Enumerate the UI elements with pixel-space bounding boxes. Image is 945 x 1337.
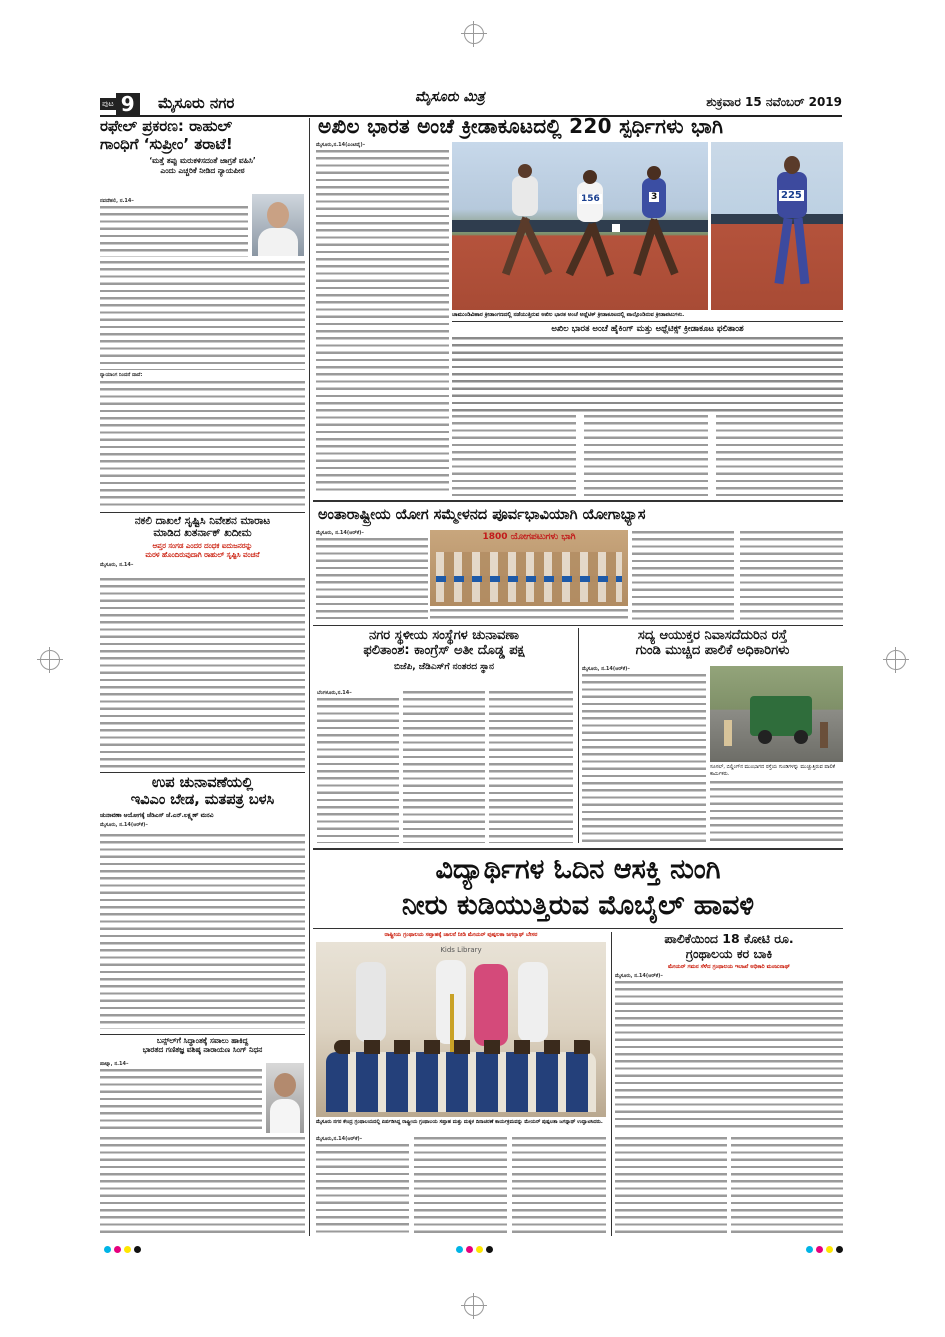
story-library-tax bbox=[615, 932, 843, 1236]
subhead-line2: ಮರಳ ಹೊಂದಿರುವುದಾಗಿ ರಾಹುಲ್ ಸೃಷ್ಟಿಸಿ ವಂಚನೆ bbox=[145, 550, 260, 559]
road-photo-caption: ಸೂಸಲ್, ಬಿಲ್ಡಿಂಗ್‌ನ ಮುಂಭಾಗದ ರಸ್ತೆಯ ಗುಂಡಿಗಳನ್ನು ಮುಚ್ಚುತ್ತಿರುವ ಪಾಲಿಕೆ ಕಾರ್ಮಿಕರು. bbox=[710, 764, 835, 777]
mobile-photo-header: ರಾಷ್ಟ್ರೀಯ ಗ್ರಂಥಾಲಯ ಸಪ್ತಾಹಕ್ಕೆ ಚಾಲನೆ ನೀಡಿ ಮೇಯರ್ ಪುಷ್ಪಲತಾ ಜಗನ್ನಾಥ್ ಬೇಸರ bbox=[384, 932, 538, 938]
divider bbox=[313, 848, 843, 850]
sports-body-cont bbox=[452, 414, 843, 496]
registration-mark-top bbox=[464, 24, 484, 44]
registration-mark-bottom bbox=[464, 1296, 484, 1316]
sports-body bbox=[316, 142, 449, 494]
headline-line1: ಬನ್ಸ್‌ಲ್‌ಗೆ ಸಿದ್ಧಾಂತಕ್ಕೆ ಸವಾಲು ಹಾಕಿದ್ದ bbox=[156, 1037, 249, 1045]
newspaper-name: ಮೈಸೂರು ಮಿತ್ರ bbox=[415, 89, 485, 105]
story-fake-documents bbox=[100, 515, 305, 770]
headline-line1: ರಫೇಲ್ ಪ್ರಕರಣ: ರಾಹುಲ್ bbox=[100, 118, 233, 135]
headline-line2: ಮಾಡಿದ ಖತರ್ನಾಕ್ ಖದೀಮ bbox=[153, 527, 252, 540]
color-bar-right bbox=[806, 1246, 843, 1253]
headline-line1: ನಗರ ಸ್ಥಳೀಯ ಸಂಸ್ಥೆಗಳ ಚುನಾವಣಾ bbox=[369, 628, 519, 643]
library-event-photo bbox=[316, 942, 606, 1117]
headline-line2: ಫಲಿತಾಂಶ: ಕಾಂಗ್ರೆಸ್ ಅತೀ ದೊಡ್ಡ ಪಕ್ಷ bbox=[363, 643, 525, 659]
yoga-headline: ಅಂತಾರಾಷ್ಟ್ರೀಯ ಯೋಗ ಸಮ್ಮೇಳನದ ಪೂರ್ವಭಾವಿಯಾಗಿ ಯೋಗಾಭ್ಯಾಸ bbox=[318, 507, 646, 523]
deck-line1: ‘ಮತ್ತೆ ತಪ್ಪು ಮರುಕಳಿಸದಂತೆ ಜಾಗ್ರತೆ ವಹಿಸಿ’ bbox=[149, 156, 256, 166]
color-bar-left bbox=[104, 1246, 141, 1253]
headline-line2: ಗಾಂಧಿಗೆ ‘ಸುಪ್ರೀಂ’ ತರಾಟೆ! bbox=[100, 134, 233, 153]
yoga-body-right bbox=[632, 530, 843, 622]
library-photo-caption: ಮೈಸೂರು ನಗರ ಕೇಂದ್ರ ಗ್ರಂಥಾಲಯದಲ್ಲಿ ಏರ್ಪಡಿಸಿದ್ದ ರಾಷ್ಟ್ರೀಯ ಗ್ರಂಥಾಲಯ ಸಪ್ತಾಹ ಮತ್ತು ಮಕ್ಕಳ ದಿನಾಚರಣೆ ಕಾರ್ಯಕ್ರಮವನ್ನು ಮೇಯರ್ ಪುಷ್ಪಲತಾ ಜಗನ್ನಾಥ್ ಉದ್ಘಾಟಿಸಿದರು. bbox=[316, 1119, 603, 1125]
yoga-body-left bbox=[316, 530, 428, 620]
yoga-body-under-photo bbox=[430, 608, 628, 622]
bib-number: 3 bbox=[651, 192, 658, 202]
headline-line1: ಸದ್ಯ ಆಯುಕ್ತರ ನಿವಾಸದೆದುರಿನ ರಸ್ತೆ bbox=[637, 628, 788, 643]
headline-line2: ಗ್ರಂಥಾಲಯ ಕರ ಬಾಕಿ bbox=[685, 945, 773, 961]
bib-number: 225 bbox=[781, 190, 802, 201]
dateline: ಪಾಟ್ನಾ, ನ.14– bbox=[100, 1061, 129, 1067]
subhead: ಮೇಯರ್ ಗಮನ ಸೆಳೆದ ಗ್ರಂಥಾಲಯ ಇಲಾಖೆ ಅಧಿಕಾರಿ ಮಂಜುನಾಥ್ bbox=[667, 963, 791, 970]
page-number-box bbox=[100, 93, 140, 115]
column-divider bbox=[578, 628, 579, 843]
headline-line2: ಭಾರತದ ಗಣಿತಜ್ಞ ವಶಿಷ್ಠ ನಾರಾಯಣ ಸಿಂಗ್ ನಿಧನ bbox=[142, 1044, 263, 1054]
divider bbox=[313, 625, 843, 626]
rahul-photo bbox=[252, 194, 304, 256]
results-heading: ಅಖಿಲ ಭಾರತ ಅಂಚೆ ಹೈಕಿಂಗ್ ಮತ್ತು ಅಥ್ಲೆಟಿಕ್ಸ್ ಕ್ರೀಡಾಕೂಟ ಫಲಿತಾಂಶ bbox=[551, 324, 744, 334]
story-obituary bbox=[100, 1037, 305, 1237]
divider bbox=[100, 772, 305, 773]
story-byelection bbox=[100, 775, 305, 1033]
deck: ಬಿಜೆಪಿ, ಜೆಡಿಎಸ್‌ಗೆ ನಂತರದ ಸ್ಥಾನ bbox=[393, 661, 495, 672]
sports-headline: ಅಖಿಲ ಭಾರತ ಅಂಚೆ ಕ್ರೀಡಾಕೂಟದಲ್ಲಿ 220 ಸ್ಪರ್ಧಿಗಳು ಭಾಗಿ bbox=[318, 114, 724, 138]
section-title: ಮೈಸೂರು ನಗರ bbox=[158, 94, 235, 112]
bib-number: 156 bbox=[581, 194, 600, 204]
color-bar-center bbox=[456, 1246, 493, 1253]
subhead-contempt: ನ್ಯಾಯಾಂಗ ನಿಂದನೆ ದಾವೆ: bbox=[100, 372, 143, 378]
mobile-headline bbox=[313, 852, 843, 924]
dateline: ಬೆಂಗಳೂರು,ನ.14– bbox=[317, 690, 352, 696]
headline-line2: ನೀರು ಕುಡಿಯುತ್ತಿರುವ ಮೊಬೈಲ್ ಹಾವಳಿ bbox=[401, 890, 755, 921]
divider bbox=[100, 512, 305, 513]
divider bbox=[100, 1034, 305, 1035]
dateline: ಮೈಸೂರು, ನ.14– bbox=[100, 561, 134, 568]
subhead-line1: ಆಪ್ತರ ಸಂಗಡ ಎಂದರ ದಂಧಕ ಐದುಜನರನ್ನು bbox=[152, 541, 253, 550]
mathematician-photo bbox=[266, 1063, 304, 1133]
subhead: ಚುನಾವಣಾ ಆಯೋಗಕ್ಕೆ ಜೆಡಿಎಸ್ ಜೆ.ಎನ್.ಲಕ್ಷ್ಮಣ್ ಮನವಿ bbox=[100, 812, 214, 820]
divider bbox=[313, 500, 843, 502]
sports-photo-caption: ಚಾಮುಂಡಿವಿಹಾರ ಕ್ರೀಡಾಂಗಣದಲ್ಲಿ ನಡೆಯುತ್ತಿರುವ ಅಖಿಲ ಭಾರತ ಅಂಚೆ ಅಥ್ಲೆಟಿಕ್ ಕ್ರೀಡಾಕೂಟದಲ್ಲಿ ಪಾಲ್ಗೊಂಡಿರುವ ಕ್ರೀಡಾಪಟುಗಳು. bbox=[452, 312, 685, 318]
story-rafale bbox=[100, 118, 305, 510]
dateline: ಮೈಸೂರು, ನ.14(ಆರ್‌ಕೆ)– bbox=[100, 822, 148, 829]
results-table bbox=[452, 336, 843, 412]
road-photo bbox=[710, 666, 843, 762]
divider bbox=[313, 928, 843, 929]
column-divider bbox=[611, 932, 612, 1236]
headline-line1: ವಿದ್ಯಾರ್ಥಿಗಳ ಓದಿನ ಆಸಕ್ತಿ ನುಂಗಿ bbox=[435, 854, 721, 885]
headline-line1: ನಕಲಿ ದಾಖಲೆ ಸೃಷ್ಟಿಸಿ ನಿವೇಶನ ಮಾರಾಟ bbox=[134, 515, 271, 527]
deck-line2: ಎಂದು ಎಚ್ಚರಿಕೆ ನೀಡಿದ ನ್ಯಾಯಪೀಠ bbox=[160, 166, 245, 176]
registration-mark-right bbox=[886, 650, 906, 670]
dateline: ಮೈಸೂರು, ನ.14(ಆರ್‌ಕೆ)– bbox=[582, 666, 630, 672]
page-label: ಪುಟ bbox=[102, 99, 114, 108]
headline-line2: ಗುಂಡಿ ಮುಚ್ಚಿದ ಪಾಲಿಕೆ ಅಧಿಕಾರಿಗಳು bbox=[635, 643, 790, 659]
page-number: 9 bbox=[116, 93, 140, 115]
story-local-body-election bbox=[313, 628, 575, 843]
dateline: ನವದೆಹಲಿ, ನ.14– bbox=[100, 198, 134, 204]
headline-line1: ಉಪ ಚುನಾವಣೆಯಲ್ಲಿ bbox=[151, 775, 254, 791]
yoga-photo-banner: 1800 ಯೋಗಪಟುಗಳು ಭಾಗಿ bbox=[482, 532, 576, 542]
athletics-photo-woman bbox=[711, 142, 843, 310]
mobile-story-body bbox=[316, 1136, 606, 1236]
headline-line1: ಪಾಲಿಕೆಯಿಂದ 18 ಕೋಟಿ ರೂ. bbox=[664, 932, 794, 946]
issue-date: ಶುಕ್ರವಾರ 15 ನವೆಂಬರ್ 2019 bbox=[706, 95, 842, 109]
dateline: ಮೈಸೂರು,ನ.14(ಎಂಟಿವೈ)– bbox=[316, 142, 366, 148]
story-road-potholes bbox=[582, 628, 843, 843]
yoga-photo bbox=[430, 530, 628, 606]
divider bbox=[452, 321, 843, 322]
column-divider bbox=[309, 118, 310, 1236]
dateline: ಮೈಸೂರು, ನ.14(ಆರ್‌ಕೆ)– bbox=[316, 530, 364, 536]
headline-line2: ಇವಿಎಂ ಬೇಡ, ಮತಪತ್ರ ಬಳಸಿ bbox=[130, 792, 275, 809]
athletics-photo-race bbox=[452, 142, 708, 310]
registration-mark-left bbox=[40, 650, 60, 670]
dateline: ಮೈಸೂರು, ನ.14(ಆರ್‌ಕೆ)– bbox=[615, 972, 663, 979]
dateline: ಮೈಸೂರು,ನ.14(ಆರ್‌ಕೆ)– bbox=[316, 1136, 363, 1142]
library-sign: Kids Library bbox=[440, 946, 482, 954]
